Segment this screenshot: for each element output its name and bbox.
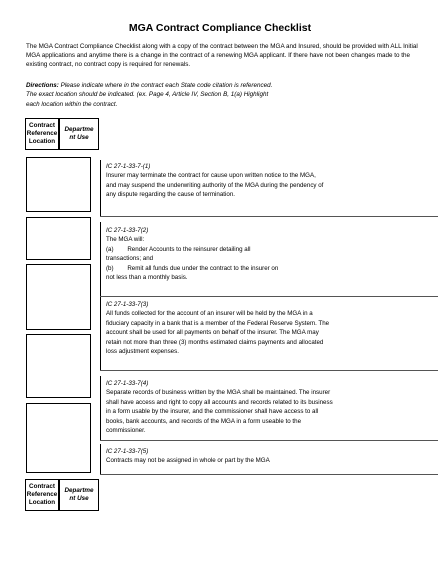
directions-line-3: each location within the contract.	[26, 100, 118, 108]
item-text: retain not more than three (3) months estimated claims payments and allocated	[106, 338, 324, 346]
department-header-line: Departme	[64, 487, 94, 494]
item-text: The MGA will:	[106, 236, 145, 244]
directions-text-1: Please indicate where in the contract each State code citation is referenced.	[60, 82, 273, 89]
directions	[26, 81, 286, 109]
column-divider	[100, 444, 101, 474]
row-separator	[100, 474, 438, 475]
contract-reference-header	[25, 479, 59, 511]
department-header-line: nt Use	[69, 495, 89, 502]
compliance-item	[103, 379, 438, 435]
directions-line-2: The exact location should be indicated. (ex. Page 4, Article IV, Section B, 1(a) Highlight	[26, 91, 269, 99]
item-text: account shall be used for all payments on behalf of the insurer. The MGA may	[106, 329, 319, 337]
reference-location-box[interactable]	[26, 217, 91, 260]
item-text: Contracts may not be assigned in whole or part by the MGA	[106, 457, 270, 465]
reference-header-line: Location	[28, 138, 56, 145]
reference-header-line: Contract	[29, 122, 55, 129]
reference-header-line: Reference	[26, 491, 58, 498]
row-separator	[100, 216, 438, 217]
citation: IC 27-1-33-7(4)	[106, 380, 149, 387]
column-divider	[100, 222, 101, 296]
citation: IC 27-1-33-7(5)	[106, 448, 149, 455]
page-title: MGA Contract Compliance Checklist	[128, 22, 312, 34]
item-text: commissioner.	[106, 427, 146, 435]
contract-reference-header	[25, 118, 59, 150]
item-text: Insurer may terminate the contract for cause upon written notice to the MGA,	[106, 172, 316, 180]
item-text: Separate records of business written by the MGA shall be maintained. The insurer	[106, 389, 331, 397]
reference-location-box[interactable]	[26, 157, 91, 212]
column-divider	[100, 297, 101, 370]
row-separator	[100, 370, 438, 371]
compliance-item	[103, 447, 438, 466]
department-use-header	[59, 118, 99, 150]
intro-paragraph: The MGA Contract Compliance Checklist along with a copy of the contract between the MGA and Insured, should be provided with ALL Initial MGA applications and anytime there is a change in the contract of a renewing MGA applicant. If there have not been changes made to the existing contract, no contract copy is required for renewals.	[26, 43, 418, 68]
reference-header-line: Location	[28, 499, 56, 506]
compliance-item	[103, 162, 438, 200]
reference-location-box[interactable]	[26, 403, 91, 473]
row-separator	[100, 296, 438, 297]
reference-location-box[interactable]	[26, 334, 91, 398]
compliance-item	[103, 226, 438, 282]
reference-header-line: Reference	[26, 130, 58, 137]
citation: IC 27-1-33-7-(1)	[106, 163, 151, 170]
directions-line-1	[26, 81, 286, 90]
item-text: shall have access and right to copy all accounts and records related to its business	[106, 398, 333, 406]
item-text: books, bank accounts, and records of the MGA in a form useable to the	[106, 417, 302, 425]
column-divider	[100, 376, 101, 440]
item-text: and may suspend the underwriting authority of the MGA during the pendency of	[106, 181, 324, 189]
reference-header-line: Contract	[29, 483, 55, 490]
item-text: transactions; and	[106, 255, 154, 263]
citation: IC 27-1-33-7(3)	[106, 301, 149, 308]
item-text: any dispute regarding the cause of termination.	[106, 191, 235, 199]
item-text: not less than a monthly basis.	[106, 274, 188, 282]
item-text: in a form usable by the insurer, and the commissioner shall have access to all	[106, 408, 319, 416]
item-text: All funds collected for the account of an insurer will be held by the MGA in a	[106, 310, 313, 318]
department-header-line: Departme	[64, 126, 94, 133]
column-divider	[100, 160, 101, 216]
compliance-item	[103, 300, 438, 356]
citation: IC 27-1-33-7(2)	[106, 227, 149, 234]
item-text: fiduciary capacity in a bank that is a member of the Federal Reserve System. The	[106, 319, 330, 327]
reference-location-box[interactable]	[26, 264, 91, 330]
directions-label: Directions:	[26, 82, 59, 89]
item-text: (a) Render Accounts to the reinsurer detailing all	[106, 245, 251, 253]
department-use-header	[59, 479, 99, 511]
department-header-line: nt Use	[69, 134, 89, 141]
item-text: loss adjustment expenses.	[106, 348, 179, 356]
row-separator	[100, 440, 438, 441]
item-text: (b) Remit all funds due under the contract to the insurer on	[106, 264, 279, 272]
